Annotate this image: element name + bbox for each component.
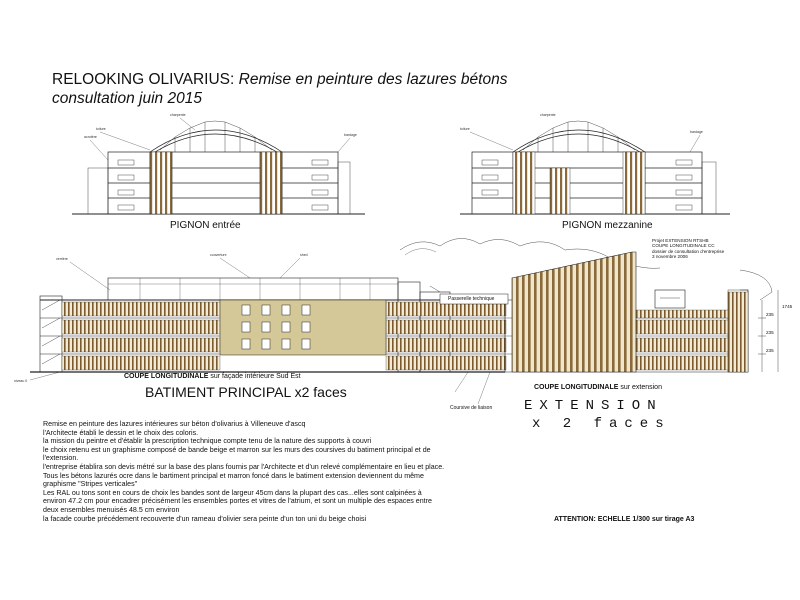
gable-right-stripes-b bbox=[623, 152, 645, 214]
svg-text:toiture: toiture bbox=[460, 127, 470, 131]
gable-left-caption: PIGNON entrée bbox=[170, 220, 241, 231]
svg-text:couverture: couverture bbox=[210, 253, 227, 257]
scale-warning: ATTENTION: ECHELLE 1/300 sur tirage A3 bbox=[554, 516, 695, 523]
svg-text:bardage: bardage bbox=[690, 130, 703, 134]
svg-text:charpente: charpente bbox=[170, 113, 186, 117]
svg-text:charpente: charpente bbox=[540, 113, 556, 117]
svg-text:acrotère: acrotère bbox=[84, 135, 97, 139]
extension-stripes bbox=[636, 292, 748, 372]
svg-text:shed: shed bbox=[300, 253, 308, 257]
section-main-caption: COUPE LONGITUDINALE sur façade intérieure Sud Est bbox=[124, 373, 301, 380]
description-line: environ 47.2 cm pour encadrer précisément les ensembles portes et vitres de l'atrium, et sont un multiple des espaces entre bbox=[43, 497, 432, 506]
description-text bbox=[43, 420, 483, 523]
svg-text:bardage: bardage bbox=[344, 133, 357, 137]
dimension-2: 235 bbox=[766, 330, 774, 335]
description-line: graphisme "Stripes verticales" bbox=[43, 480, 138, 489]
svg-text:toiture: toiture bbox=[96, 127, 106, 131]
gable-left-drawing bbox=[72, 118, 365, 214]
description-line: la facade courbe précédement recouverte d'un rameau d'olivier sera peinte d'un ton uni du beige choisi bbox=[43, 514, 367, 523]
svg-text:niveau 0: niveau 0 bbox=[14, 379, 28, 383]
description-line: Remise en peinture des lazures intérieures sur béton d'olivarius à Villeneuve d'ascq bbox=[43, 420, 306, 428]
extension-sloped-wall bbox=[512, 252, 636, 372]
description-line: Tous les bétons lazurés ocre dans le bartiment principal et marron foncé dans le batiment extension deviennent du même bbox=[43, 471, 424, 480]
gable-right-drawing bbox=[460, 121, 730, 214]
gable-right-caption: PIGNON mezzanine bbox=[562, 220, 653, 231]
description-line: la mission du peintre et d'établir la prescription technique compte tenu de la nature des supports à couvri bbox=[43, 437, 372, 446]
svg-text:verrière: verrière bbox=[56, 257, 68, 261]
description-line: le choix retenu est un graphisme composé de bande beige et marron sur les murs des coursives du batiment principal et de bbox=[43, 445, 431, 454]
title-part-2: Remise en peinture des lazures bétons bbox=[238, 71, 508, 88]
passerelle-label: Passerelle technique bbox=[448, 296, 495, 302]
extension-label: EXTENSION x 2 faces bbox=[524, 398, 671, 432]
description-line: l'entreprise établira son devis métré sur la base des plans fournis par l'Architecte et d'un relevé complémentaire en lieu et place. bbox=[43, 462, 445, 471]
section-ext-caption: COUPE LONGITUDINALE sur extension bbox=[534, 384, 662, 391]
project-note: Projet EXTENSION RTSHB COUPE LONGITUDINALE CC dossier de consultation d'entreprise 3 novembre 2006 bbox=[652, 238, 725, 260]
title-line-2: consultation juin 2015 bbox=[52, 90, 202, 107]
coursive-label: Coursive de liaison bbox=[450, 405, 493, 411]
gable-right-stripes-a bbox=[513, 152, 535, 214]
description-line: deux ensembles menuisés 48.5 cm environ bbox=[43, 505, 180, 514]
description-line: Les RAL ou tons sont en cours de choix les bandes sont de largeur 45cm dans la plupart des cas...elles sont calpinées à bbox=[43, 488, 422, 497]
gable-left-stripes-b bbox=[260, 152, 282, 214]
title-part-1: RELOOKING OLIVARIUS: bbox=[52, 71, 235, 88]
gable-left-stripes-a bbox=[150, 152, 172, 214]
description-line: l'extension. bbox=[43, 454, 79, 463]
dimension-1: 235 bbox=[766, 312, 774, 317]
description-line: l'Architecte établi le dessin et le choix des coloris. bbox=[43, 428, 199, 437]
dimension-total: 1745 bbox=[782, 304, 793, 309]
dimension-3: 235 bbox=[766, 348, 774, 353]
main-building-label: BATIMENT PRINCIPAL x2 faces bbox=[145, 384, 347, 400]
